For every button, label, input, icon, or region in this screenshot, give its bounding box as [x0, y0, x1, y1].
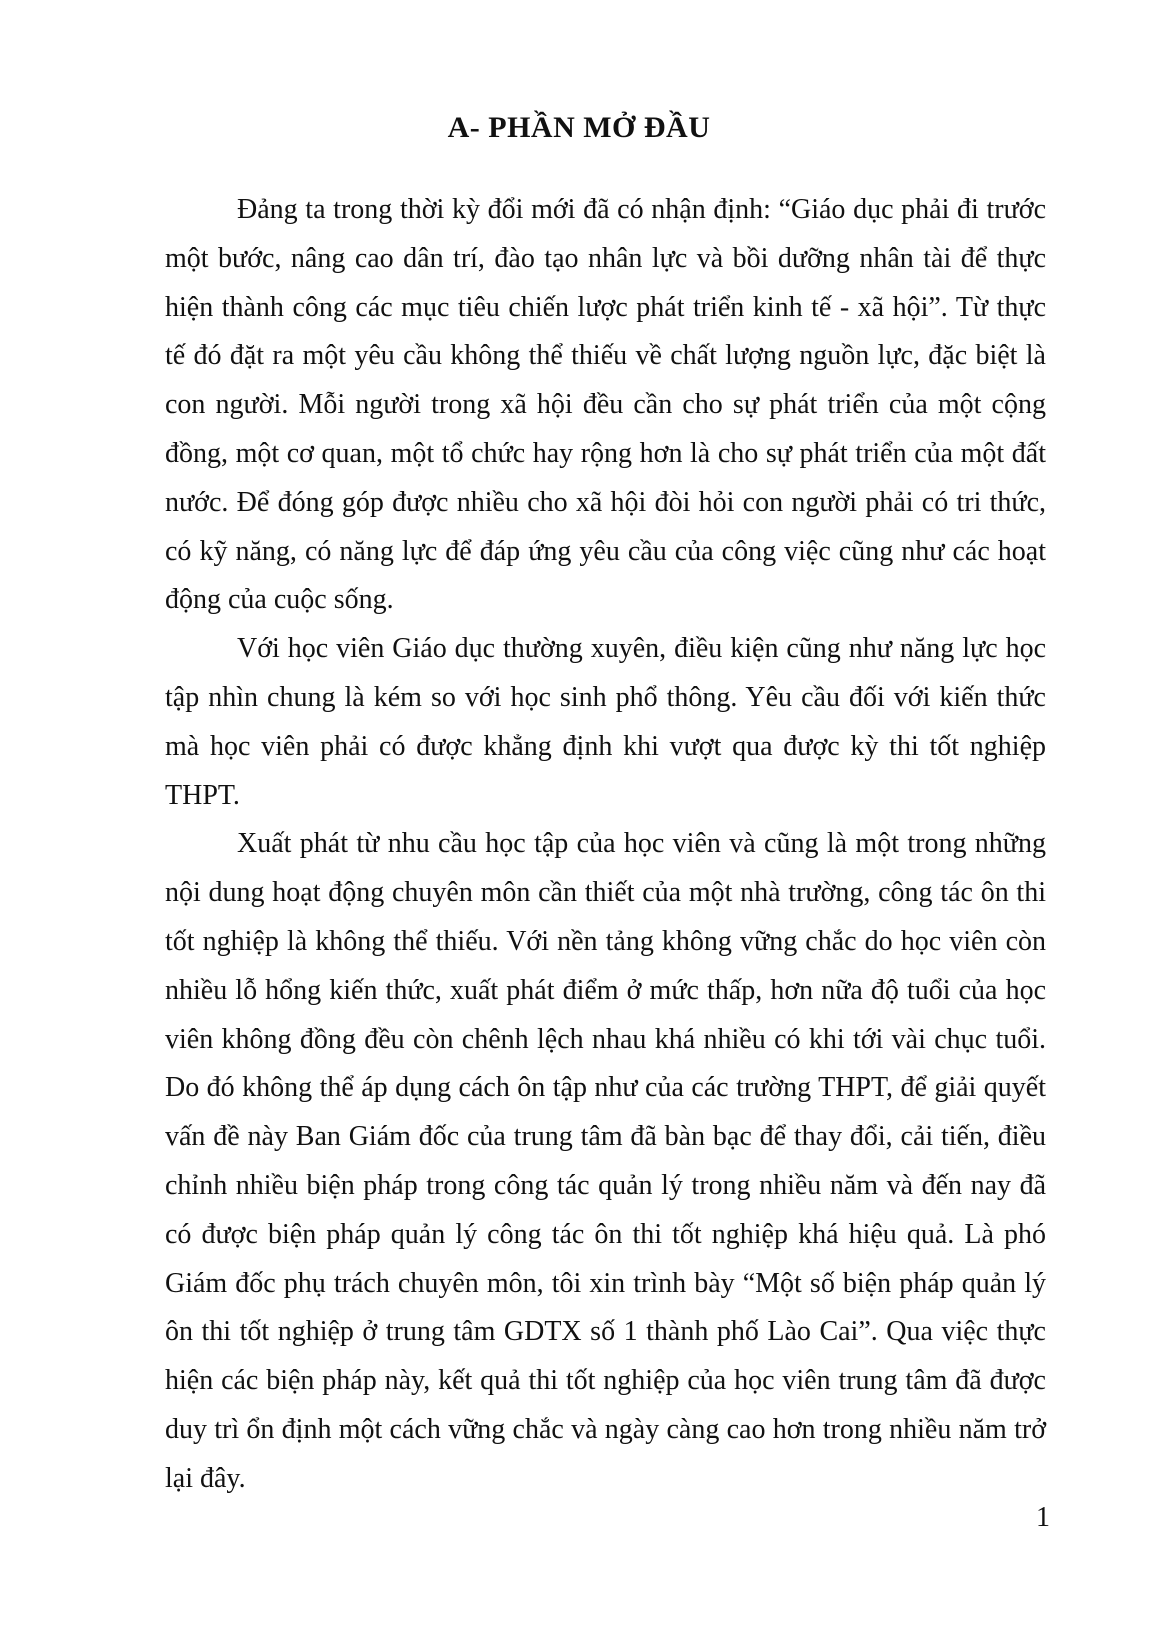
paragraph-intro: Đảng ta trong thời kỳ đổi mới đã có nhận định: “Giáo dục phải đi trước một bước, nâng cao dân trí, đào tạo nhân lực và bồi dưỡng nhân tài để thực hiện thành công các mục tiêu chiến lược phát triển kinh tế - xã hội”. Từ thực tế đó đặt ra một yêu cầu không thể thiếu về chất lượng nguồn lực, đặc biệt là con người. Mỗi người trong xã hội đều cần cho sự phát triển của một cộng đồng, một cơ quan, một tổ chức hay rộng hơn là cho sự phát triển của một đất nước. Để đóng góp được nhiều cho xã hội đòi hỏi con người phải có tri thức, có kỹ năng, có năng lực để đáp ứng yêu cầu của công việc cũng như các hoạt động của cuộc sống.	[165, 194, 1046, 616]
paragraph-rationale: Xuất phát từ nhu cầu học tập của học viên và cũng là một trong những nội dung hoạt động chuyên môn cần thiết của một nhà trường, công tác ôn thi tốt nghiệp là không thể thiếu. Với nền tảng không vững chắc do học viên còn nhiều lỗ hổng kiến thức, xuất phát điểm ở mức thấp, hơn nữa độ tuổi của học viên không đồng đều còn chênh lệch nhau khá nhiều có khi tới vài chục tuổi. Do đó không thể áp dụng cách ôn tập như của các trường THPT, để giải quyết vấn đề này Ban Giám đốc của trung tâm đã bàn bạc để thay đổi, cải tiến, điều chỉnh nhiều biện pháp trong công tác quản lý trong nhiều năm và đến nay đã có được biện pháp quản lý công tác ôn thi tốt nghiệp khá hiệu quả. Là phó Giám đốc phụ trách chuyên môn, tôi xin trình bày “Một số biện pháp quản lý ôn thi tốt nghiệp ở trung tâm GDTX số 1 thành phố Lào Cai”. Qua việc thực hiện các biện pháp này, kết quả thi tốt nghiệp của học viên trung tâm đã được duy trì ổn định một cách vững chắc và ngày càng cao hơn trong nhiều năm trở lại đây.	[165, 828, 1046, 1494]
section-title: A- PHẦN MỞ ĐẦU	[447, 111, 711, 144]
body-text	[165, 186, 1046, 1504]
paragraph-learners: Với học viên Giáo dục thường xuyên, điều kiện cũng như năng lực học tập nhìn chung là kém so với học sinh phổ thông. Yêu cầu đối với kiến thức mà học viên phải có được khẳng định khi vượt qua được kỳ thi tốt nghiệp THPT.	[165, 633, 1046, 811]
page-number: 1	[1036, 1502, 1050, 1533]
